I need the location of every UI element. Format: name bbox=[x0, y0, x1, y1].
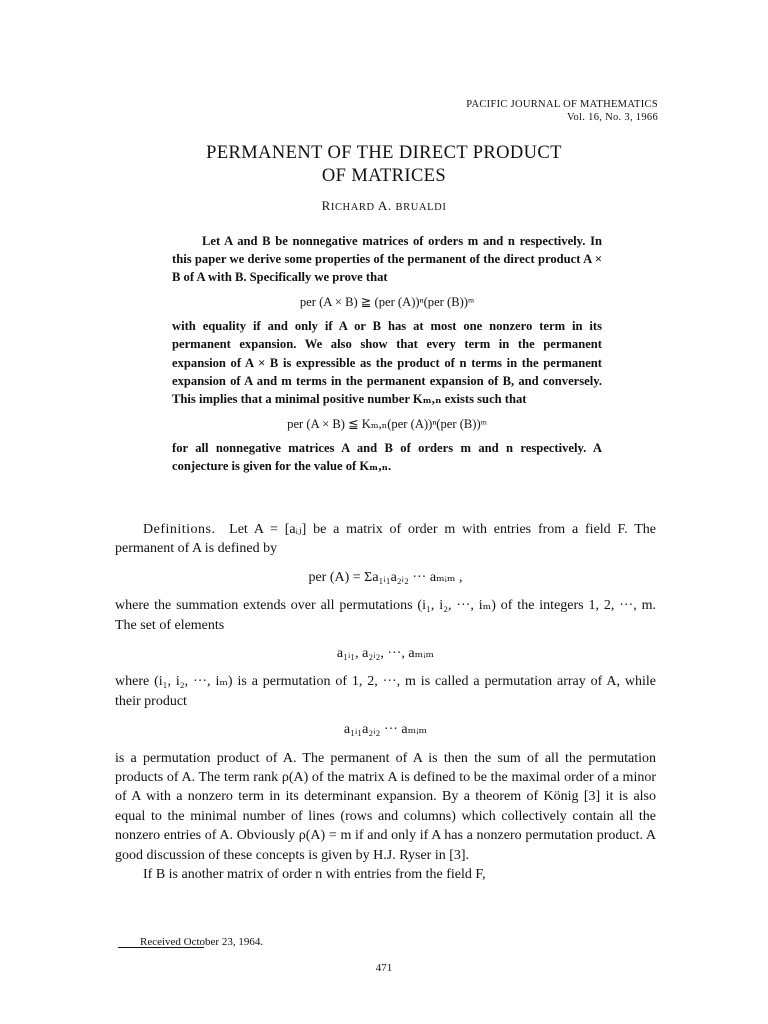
page-number: 471 bbox=[375, 962, 393, 974]
body-paragraph-3: where (i₁, i₂, ···, iₘ) is a permutation of 1, 2, ···, m is called a permutation array of A, while their product bbox=[115, 674, 656, 709]
author-last: BRUALDI bbox=[395, 202, 447, 213]
abstract-paragraph-3: for all nonnegative matrices A and B of orders m and n respectively. A conjecture is given for the value of Kₘ,ₙ. bbox=[172, 440, 602, 474]
section-heading: Definitions. bbox=[143, 522, 216, 537]
title-line-1: PERMANENT OF THE DIRECT PRODUCT bbox=[206, 143, 562, 163]
permutation-product-equation: a₁ᵢ₁a₂ᵢ₂ ··· aₘᵢₘ bbox=[343, 722, 428, 738]
body-paragraph-4: is a permutation product of A. The permanent of A is then the sum of all the permutation products of A. The term rank ρ(A) of the matrix A is defined to be the maximal order of a minor of A with a nonzero term in its determinant expansion. By a theorem of König [3] it is also equal to the minimal number of lines (rows and columns) which collectively contain all the nonzero entries of A. Obviously ρ(A) = m if and only if A has a nonzero permutation product. A good discussion of these concepts is given by H.J. Ryser in [3]. bbox=[115, 750, 656, 863]
abstract-equation-2: per (A × B) ≦ Kₘ,ₙ(per (A))ⁿ(per (B))ᵐ bbox=[287, 416, 487, 431]
permutation-array-equation: a₁ᵢ₁, a₂ᵢ₂, ···, aₘᵢₘ bbox=[336, 646, 435, 662]
journal-volume: Vol. 16, No. 3, 1966 bbox=[567, 112, 658, 123]
permanent-equation: per (A) = Σa₁ᵢ₁a₂ᵢ₂ ··· aₘᵢₘ , bbox=[308, 569, 463, 585]
body-text bbox=[115, 520, 656, 885]
abstract-equation-1: per (A × B) ≧ (per (A))ⁿ(per (B))ᵐ bbox=[299, 295, 475, 310]
abstract-paragraph-1: Let A and B be nonnegative matrices of orders m and n respectively. In this paper we derive some properties of the permanent of the direct product A × B of A with B. Specifically we prove that bbox=[172, 234, 602, 285]
author-line bbox=[0, 198, 768, 214]
received-footnote: Received October 23, 1964. bbox=[140, 936, 264, 948]
abstract-paragraph-2: with equality if and only if A or B has at most one nonzero term in its permanent expansion. We also show that every term in the permanent expansion of A × B is expressible as the product of n terms in the permanent expansion of A and m terms in the permanent expansion of B, and conversely. This implies that a minimal positive number Kₘ,ₙ exists such that bbox=[172, 319, 602, 406]
body-paragraph-1-text: Let A = [aᵢⱼ] be a matrix of order m with entries from a field F. The permanent of A is defined by bbox=[115, 522, 656, 557]
journal-name: PACIFIC JOURNAL OF MATHEMATICS bbox=[466, 99, 658, 110]
author-middle: A. bbox=[377, 198, 392, 213]
abstract bbox=[172, 232, 602, 475]
body-paragraph-1 bbox=[115, 520, 656, 559]
paper-title bbox=[0, 142, 768, 188]
author-first-initial: R bbox=[321, 198, 331, 213]
title-line-2: OF MATRICES bbox=[321, 166, 447, 186]
body-paragraph-2: where the summation extends over all permutations (i₁, i₂, ···, iₘ) of the integers 1, 2, ···, m. The set of elements bbox=[115, 598, 656, 633]
author-first-rest: ICHARD bbox=[330, 202, 375, 213]
body-paragraph-5: If B is another matrix of order n with entries from the field F, bbox=[143, 867, 486, 883]
journal-header bbox=[466, 98, 658, 124]
